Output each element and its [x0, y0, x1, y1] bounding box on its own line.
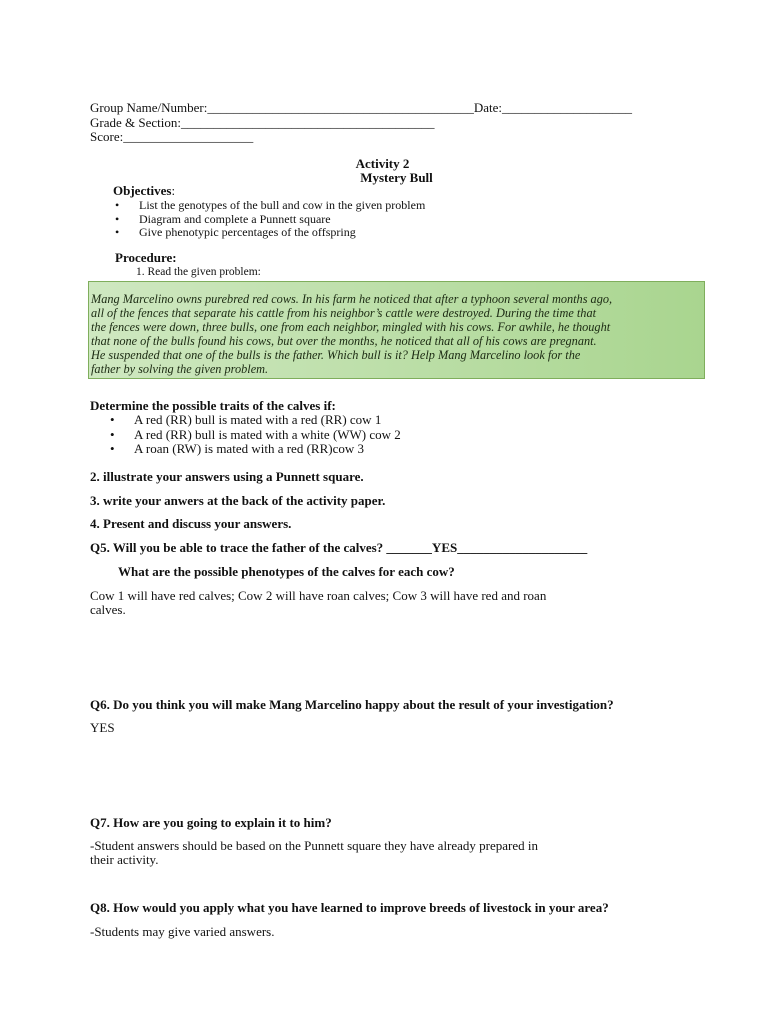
q5-subquestion: What are the possible phenotypes of the calves for each cow?	[118, 564, 455, 579]
q8-question: Q8. How would you apply what you have learned to improve breeds of livestock in your area?	[90, 900, 609, 915]
q6-question: Q6. Do you think you will make Mang Marcelino happy about the result of your investigation?	[90, 697, 614, 712]
procedure-heading: Procedure:	[115, 250, 177, 265]
list-item: • Give phenotypic percentages of the offspring	[113, 226, 425, 240]
problem-line: He suspended that one of the bulls is the father. Which bull is it? Help Mang Marcelino look for the	[91, 348, 581, 362]
list-item: • List the genotypes of the bull and cow in the given problem	[113, 199, 425, 213]
list-item: • A red (RR) bull is mated with a red (RR) cow 1	[108, 413, 401, 428]
activity-subtitle: Mystery Bull	[360, 170, 433, 185]
activity-title: Activity 2	[355, 156, 410, 171]
problem-line: all of the fences that separate his cattle from his neighbor’s cattle were destroyed. During the time that	[91, 306, 597, 320]
step-3: 3. write your anwers at the back of the activity paper.	[90, 493, 386, 508]
traits-heading: Determine the possible traits of the calves if:	[90, 398, 336, 413]
objectives-list	[113, 199, 425, 240]
traits-list	[108, 413, 401, 457]
problem-line: Mang Marcelino owns purebred red cows. In his farm he noticed that after a typhoon several months ago,	[91, 292, 613, 306]
objectives-heading	[113, 184, 175, 198]
problem-line: that none of the bulls found his cows, but over the months, he noticed that all of his cows are pregnant.	[91, 334, 597, 348]
problem-line: father by solving the given problem.	[91, 362, 269, 376]
score-line: Score:____________________	[90, 129, 254, 144]
objectives-colon: :	[171, 183, 176, 198]
problem-line: the fences were down, three bulls, one from each neighbor, mingled with his cows. For awhile, he thought	[91, 320, 611, 334]
q5-question: Q5. Will you be able to trace the father of the calves? _______YES____________________	[90, 540, 588, 555]
q8-answer: -Students may give varied answers.	[90, 924, 275, 939]
q5-answer-line-2: calves.	[90, 602, 126, 617]
grade-section-line: Grade & Section:_______________________________________	[90, 115, 435, 130]
group-name-date-line: Group Name/Number:_________________________________________Date:____________________	[90, 100, 632, 115]
list-item: • Diagram and complete a Punnett square	[113, 213, 425, 227]
procedure-step-1: 1. Read the given problem:	[136, 266, 261, 278]
objectives-label: Objectives	[113, 183, 172, 198]
q7-question: Q7. How are you going to explain it to him?	[90, 815, 332, 830]
q6-answer: YES	[90, 720, 115, 735]
q5-answer-line-1: Cow 1 will have red calves; Cow 2 will have roan calves; Cow 3 will have red and roan	[90, 588, 547, 603]
list-item: • A red (RR) bull is mated with a white (WW) cow 2	[108, 428, 401, 443]
list-item: • A roan (RW) is mated with a red (RR)cow 3	[108, 442, 401, 457]
q7-answer-line-2: their activity.	[90, 852, 159, 867]
q7-answer-line-1: -Student answers should be based on the Punnett square they have already prepared in	[90, 838, 539, 853]
step-2: 2. illustrate your answers using a Punnett square.	[90, 469, 364, 484]
problem-box	[88, 281, 705, 379]
step-4: 4. Present and discuss your answers.	[90, 516, 292, 531]
